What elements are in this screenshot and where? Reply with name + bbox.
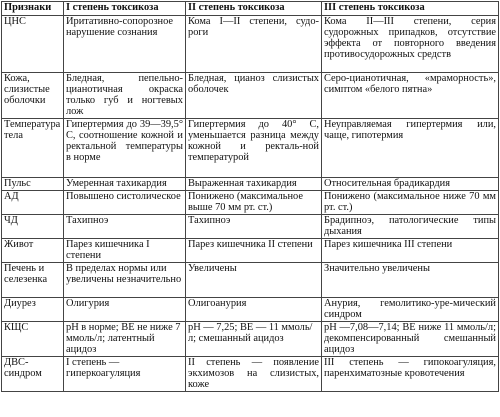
header-degree-3: III степень токсикоза xyxy=(322,2,499,16)
degree-3-cell: Серо-цианотичная, «мраморность», симптом «белого пятна» xyxy=(322,73,499,119)
row-sign: Кожа, слизистые оболочки xyxy=(2,73,64,119)
row-sign: Живот xyxy=(2,239,64,263)
degree-2-cell: Олигоанурия xyxy=(186,298,322,322)
degree-3-cell: Парез кишечника III степени xyxy=(322,239,499,263)
header-degree-2: II степень токсикоза xyxy=(186,2,322,16)
table-row xyxy=(2,119,499,178)
degree-3-cell: Кома II—III степени, серия судорожных припадков, отсутствие эффекта от повторного введения противосудорожных средств xyxy=(322,16,499,73)
header-row xyxy=(2,2,499,16)
degree-2-cell: Парез кишечника II степени xyxy=(186,239,322,263)
table-row xyxy=(2,215,499,239)
row-sign: АД xyxy=(2,191,64,215)
row-sign: ЦНС xyxy=(2,16,64,73)
degree-1-cell: В пределах нормы или увеличены незначительно xyxy=(64,263,186,298)
degree-1-cell: Повышено систолическое xyxy=(64,191,186,215)
degree-3-cell: Значительно увеличены xyxy=(322,263,499,298)
degree-1-cell: Гипертермия до 39—39,5° С, соотношение кожной и ректальной температуры в норме xyxy=(64,119,186,178)
row-sign: ДВС-синдром xyxy=(2,357,64,392)
table-row xyxy=(2,263,499,298)
degree-3-cell: pH —7,08—7,14; BE ниже 11 ммоль/л; декомпенсированный смешанный ацидоз xyxy=(322,322,499,357)
degree-1-cell: Тахипноэ xyxy=(64,215,186,239)
row-sign: Пульс xyxy=(2,178,64,191)
degree-1-cell: Парез кишечника I степени xyxy=(64,239,186,263)
degree-3-cell: Неуправляемая гипертермия или, чаще, гипотермия xyxy=(322,119,499,178)
degree-1-cell: Иритативно-сопорозное нарушение сознания xyxy=(64,16,186,73)
degree-1-cell: Бледная, пепельно-цианотичная окраска только губ и ногтевых лож xyxy=(64,73,186,119)
degree-1-cell: Олигурия xyxy=(64,298,186,322)
degree-2-cell: Увеличены xyxy=(186,263,322,298)
degree-3-cell: Понижено (максимальное ниже 70 мм рт. ст.) xyxy=(322,191,499,215)
table-row xyxy=(2,73,499,119)
row-sign: КЩС xyxy=(2,322,64,357)
table-row xyxy=(2,239,499,263)
table-row xyxy=(2,298,499,322)
degree-3-cell: Относительная брадикардия xyxy=(322,178,499,191)
degree-2-cell: Понижено (максимальное выше 70 мм рт. ст.) xyxy=(186,191,322,215)
header-sign: Признаки xyxy=(2,2,64,16)
degree-1-cell: I степень — гиперкоагуляция xyxy=(64,357,186,392)
row-sign: Диурез xyxy=(2,298,64,322)
row-sign: ЧД xyxy=(2,215,64,239)
degree-1-cell: Умеренная тахикардия xyxy=(64,178,186,191)
degree-2-cell: Выраженная тахикардия xyxy=(186,178,322,191)
row-sign: Температура тела xyxy=(2,119,64,178)
table-row xyxy=(2,191,499,215)
degree-3-cell: Анурия, гемолитико-уре-мический синдром xyxy=(322,298,499,322)
degree-3-cell: Брадипноэ, патологические типы дыхания xyxy=(322,215,499,239)
degree-1-cell: pH в норме; BE не ниже 7 ммоль/л; латентный ацидоз xyxy=(64,322,186,357)
table-row xyxy=(2,178,499,191)
degree-2-cell: Кома I—II степени, судо-роги xyxy=(186,16,322,73)
degree-2-cell: Бледная, цианоз слизистых оболочек xyxy=(186,73,322,119)
table-row xyxy=(2,322,499,357)
header-degree-1: I степень токсикоза xyxy=(64,2,186,16)
degree-2-cell: II степень — появление экхимозов на слизистых, коже xyxy=(186,357,322,392)
degree-3-cell: III степень — гипокоагуляция, паренхиматозные кровотечения xyxy=(322,357,499,392)
table-row xyxy=(2,357,499,392)
table-row xyxy=(2,16,499,73)
degree-2-cell: pH — 7,25; BE — 11 ммоль/л; смешанный ацидоз xyxy=(186,322,322,357)
toxicosis-table xyxy=(1,1,499,392)
row-sign: Печень и селезенка xyxy=(2,263,64,298)
degree-2-cell: Гипертермия до 40° С, уменьшается разница между кожной и ректаль-ной температурой xyxy=(186,119,322,178)
degree-2-cell: Тахипноэ xyxy=(186,215,322,239)
